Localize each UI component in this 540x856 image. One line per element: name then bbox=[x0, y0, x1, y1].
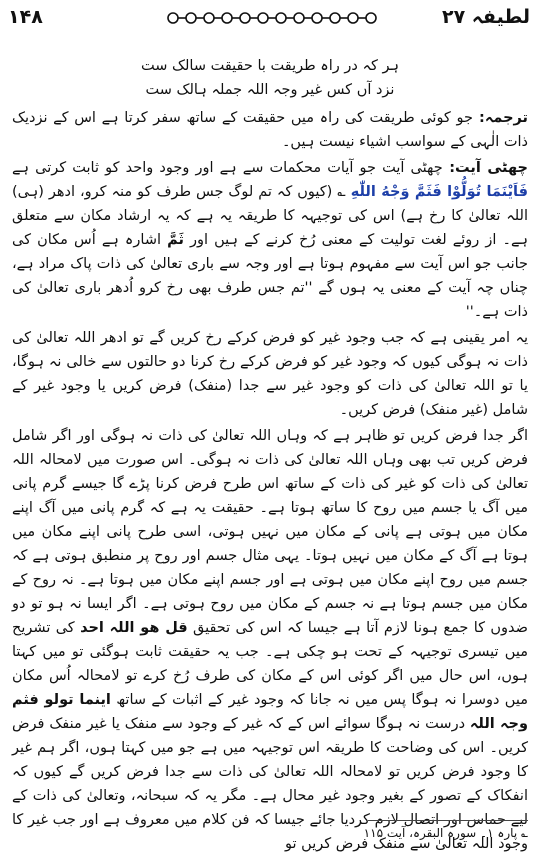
persian-verse-line-2: نزد آں کس غیر وجہ اللہ جملہ ہالک ست bbox=[145, 82, 395, 98]
translation-text: جو کوئی طریقت کی راہ میں حقیقت کے ساتھ سفر کرتا ہے اس کے نزدیک ذات الٰہی کے سواسب اشیاء نیست ہیں۔ bbox=[12, 110, 528, 150]
aynama-reference: اینما تولو فثم وجہ اللہ bbox=[12, 692, 528, 732]
chapter-title: لطیفہ ۲۷ bbox=[441, 6, 530, 28]
page-body bbox=[12, 54, 528, 856]
quran-verse-text: فَاَیْنَمَا تُوَلُّوْا فَثَمَّ وَجْهُ اللّٰهِ bbox=[350, 184, 528, 200]
persian-verse-line-1: ہر کہ در راہ طریقت با حقیقت سالک ست bbox=[141, 58, 399, 74]
separation-text-2: کی تشریح میں تیسری توجیہہ کے تحت ہو چکی ہے۔ جب یہ حقیقت ثابت ہوگئی تو میں کہتا ہوں، اس حال میں اگر کوئی اس کے مکان کی طرف رُخ کرے تو لامحالہ اُس مکان میں دوسرا نہ ہوگا پس میں نہ جانا کہ وجود غیر کے اثبات کے ساتھ bbox=[12, 620, 528, 708]
sixth-verse-conclusion: اشارہ ہے اُس مکان کی جانب جو اس آیت سے مفہوم ہوتا ہے اور وجہ سے باری تعالیٰ کی ذات پاک مراد ہے، چناں چہ آیت کے معنی یہ ہوں گے ''تم جس طرف بھی رخ کرو اُدھر باری تعالیٰ کی ذات ہے۔'' bbox=[12, 232, 528, 320]
sixth-verse-explanation: ؎ (کیوں کہ تم لوگ جس طرف کو منہ کرو، ادھر (ہی) اللہ تعالیٰ کا رخ ہے) اس کی توجیہہ کا طریقہ یہ ہے کہ یہ ارشاد مکان سے متعلق ہے۔ از روئے لغت تولیت کے معنی رُخ کرنے کے ہیں اور bbox=[12, 184, 528, 248]
separation-text-1: اگر جدا فرض کریں تو ظاہر ہے کہ وہاں اللہ تعالیٰ کی ذات نہ ہوگی اور اگر شامل فرض کریں تب بھی وہاں اللہ تعالیٰ کی ذات نہ ہوگی۔ اس صورت میں لامحالہ اللہ تعالیٰ کی ذات کو غیر کی ذات کے ساتھ اس طرح فرض کرنا پڑے گا جیسے گرم پانی میں آگ یا جسم میں روح کا ساتھ ہوتا ہے۔ حقیقت یہ ہے کہ گرم پانی میں آگ اپنے مکان میں ہوتی ہے پانی کے مکان میں نہیں ہوتی، اسی طرح پانی اپنے مکان میں ہوتا ہے آگ کے مکان میں نہیں ہوتا۔ یہی مثال جسم اور روح پر منطبق ہوتی ہے کہ جسم میں روح اپنے مکان میں ہوتی ہے اور جسم اپنے مکان میں ہوتا ہے۔ نہ روح کے مکان میں جسم ہوتا ہے نہ جسم کے مکان میں روح ہوتی ہے۔ اگر ایسا نہ ہو تو دو ضدوں کا جمع ہونا لازم آتا ہے جیسا کہ اس کی تحقیق bbox=[12, 428, 528, 636]
thamma-word: ثَمَّ bbox=[167, 232, 184, 248]
page-header bbox=[0, 0, 540, 36]
certainty-paragraph bbox=[12, 326, 528, 422]
sixth-verse-paragraph bbox=[12, 156, 528, 324]
footnote-divider bbox=[368, 820, 528, 821]
translation-paragraph bbox=[12, 106, 528, 154]
translation-label: ترجمہ: bbox=[472, 110, 528, 126]
sixth-verse-intro: چھٹی آیت جو آیات محکمات سے ہے اور وجود واحد کو ثابت کرتی ہے bbox=[12, 160, 443, 176]
sixth-verse-label: چھٹی آیت: bbox=[442, 160, 528, 176]
footnote: ؎ پارہ ۱۔ سورہ البقرہ، آیت ۱۱۵ bbox=[363, 826, 528, 840]
surah-ikhlas-reference: قل ھو اللہ احد bbox=[80, 620, 188, 636]
certainty-text: یہ امر یقینی ہے کہ جب وجود غیر کو فرض کرکے رخ کریں گے تو ادھر اللہ تعالیٰ کی ذات نہ ہوگی کیوں کہ وجود غیر کو فرض کرکے رخ کرنا دو حالتوں سے خالی نہ ہوگا، یا تو اللہ تعالیٰ کی ذات کو وجود غیر سے جدا (منفک) فرض کریں یا وجود غیر کے شامل (غیر منفک) فرض کریں۔ bbox=[12, 330, 528, 418]
separation-paragraph bbox=[12, 424, 528, 856]
decorative-ornament-border bbox=[165, 10, 390, 26]
page-number: ۱۴۸ bbox=[8, 6, 43, 28]
separation-text-3: درست نہ ہوگا سوائے اس کے کہ غیر کے وجود سے منفک یا غیر منفک فرض کریں۔ اس کی وضاحت کا طریقہ اس توجیہہ میں ہے جو میں کہتا ہوں، اگر ہم غیر کا وجود فرض کریں تو لامحالہ اللہ تعالیٰ کی ذات سے جدا فرض کریں گے کیوں کہ انفکاک کے تصور کے بغیر وجود غیر محال ہے۔ مگر یہ کہ سبحانہ، وتعالیٰ کی ذات کے لیے حماس اور اتصال لازم کردیا جائے جیسا کہ فن کلام میں معروف ہے اور جب غیر کا وجود اللہ تعالیٰ سے منفک فرض کریں تو bbox=[12, 716, 528, 852]
